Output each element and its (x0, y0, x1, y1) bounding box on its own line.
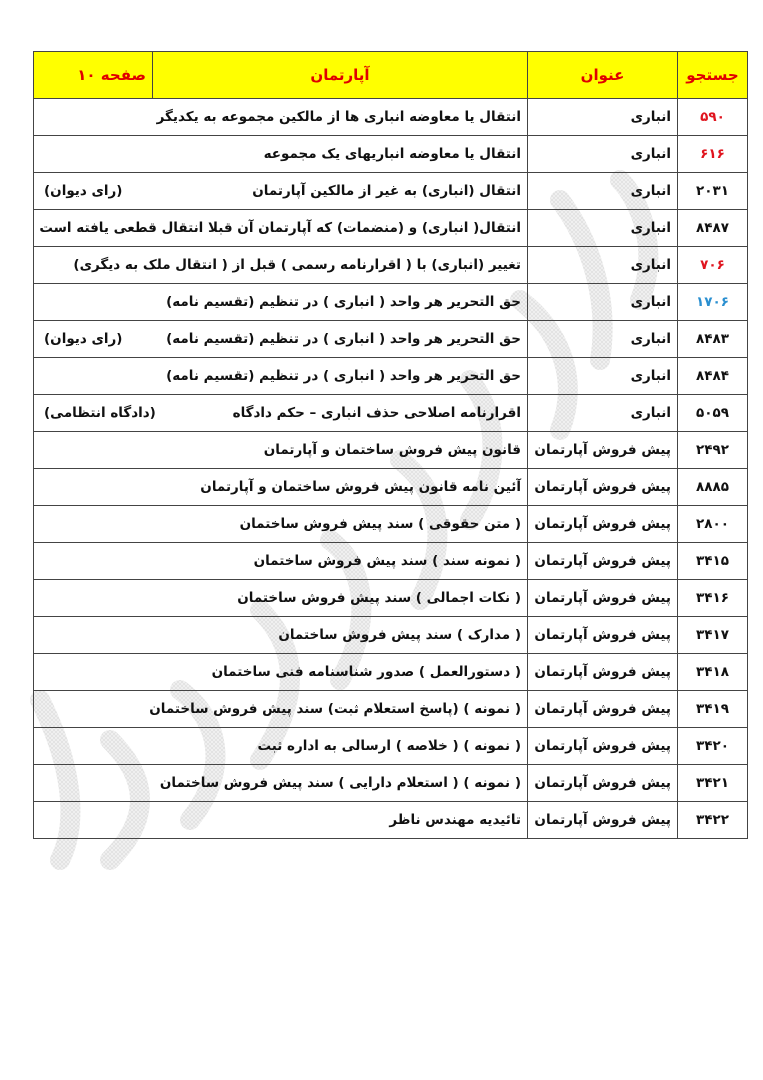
row-description-cell (34, 543, 528, 580)
row-description: حق التحریر هر واحد ( انباری ) در تنظیم (تقسیم نامه) (166, 294, 521, 310)
row-description: ( متن حقوقی ) سند پیش فروش ساختمان (239, 516, 521, 532)
row-description: حق التحریر هر واحد ( انباری ) در تنظیم (تقسیم نامه) (166, 368, 521, 384)
header-title: عنوان (528, 52, 678, 99)
row-description-wrap (40, 590, 521, 606)
row-description-wrap (40, 294, 521, 310)
table-row (34, 284, 748, 321)
table-row (34, 247, 748, 284)
row-description: انتقال (انباری) به غیر از مالکین آپارتمان (252, 183, 521, 199)
header-search: جستجو (678, 52, 748, 99)
row-description: اقرارنامه اصلاحی حذف انباری – حکم دادگاه (232, 405, 521, 421)
header-apartment: آپارتمان (153, 52, 528, 99)
row-description-wrap (40, 257, 521, 273)
row-number: ۸۴۸۴ (678, 358, 748, 395)
row-number: ۵۹۰ (678, 99, 748, 136)
row-description-cell (34, 210, 528, 247)
row-title: پیش فروش آپارتمان (528, 765, 678, 802)
row-number: ۸۸۸۵ (678, 469, 748, 506)
row-description: ( نمونه ) ( استعلام دارایی ) سند پیش فروش ساختمان (159, 775, 521, 791)
row-description-cell (34, 173, 528, 210)
table-row (34, 210, 748, 247)
row-description-wrap (40, 331, 521, 347)
row-title: پیش فروش آپارتمان (528, 506, 678, 543)
row-title: پیش فروش آپارتمان (528, 728, 678, 765)
row-number: ۵۰۵۹ (678, 395, 748, 432)
row-number: ۳۴۲۱ (678, 765, 748, 802)
table-row (34, 617, 748, 654)
row-description-wrap (40, 812, 521, 828)
row-description-wrap (40, 405, 521, 421)
row-number: ۲۴۹۲ (678, 432, 748, 469)
row-description: ( مدارک ) سند پیش فروش ساختمان (278, 627, 521, 643)
row-title: پیش فروش آپارتمان (528, 432, 678, 469)
row-note: (رای دیوان) (44, 331, 123, 347)
row-description-wrap (40, 553, 521, 569)
row-description: ( نمونه ) (پاسخ استعلام ثبت) سند پیش فروش ساختمان (149, 701, 521, 717)
row-title: انباری (528, 284, 678, 321)
row-number: ۳۴۲۲ (678, 802, 748, 839)
row-description-wrap (40, 479, 521, 495)
table-row (34, 765, 748, 802)
row-title: پیش فروش آپارتمان (528, 654, 678, 691)
row-description-cell (34, 432, 528, 469)
row-description-cell (34, 728, 528, 765)
row-description-cell (34, 284, 528, 321)
table-row (34, 173, 748, 210)
table-row (34, 358, 748, 395)
row-number: ۳۴۱۵ (678, 543, 748, 580)
row-description-cell (34, 654, 528, 691)
row-title: پیش فروش آپارتمان (528, 691, 678, 728)
row-description-wrap (40, 516, 521, 532)
row-number: ۸۴۸۳ (678, 321, 748, 358)
table-row (34, 691, 748, 728)
table-row (34, 99, 748, 136)
row-note: (دادگاه انتظامی) (44, 405, 156, 421)
row-description: قانون پیش فروش ساختمان و آپارتمان (263, 442, 521, 458)
table-row (34, 506, 748, 543)
row-description: حق التحریر هر واحد ( انباری ) در تنظیم (تقسیم نامه) (166, 331, 521, 347)
row-description-wrap (40, 627, 521, 643)
row-description-cell (34, 469, 528, 506)
row-number: ۲۸۰۰ (678, 506, 748, 543)
row-description-wrap (40, 109, 521, 125)
row-description-wrap (40, 775, 521, 791)
header-row (34, 52, 748, 99)
row-description-cell (34, 617, 528, 654)
row-description-cell (34, 580, 528, 617)
row-title: انباری (528, 358, 678, 395)
row-number: ۶۱۶ (678, 136, 748, 173)
table-row (34, 321, 748, 358)
row-title: انباری (528, 99, 678, 136)
row-description-cell (34, 765, 528, 802)
row-description: انتقال یا معاوضه انباریهای یک مجموعه (263, 146, 521, 162)
row-description-wrap (40, 220, 521, 236)
row-description-cell (34, 247, 528, 284)
row-description-cell (34, 136, 528, 173)
row-description: آئین نامه قانون پیش فروش ساختمان و آپارتمان (200, 479, 521, 495)
row-title: پیش فروش آپارتمان (528, 543, 678, 580)
row-title: پیش فروش آپارتمان (528, 802, 678, 839)
index-table (33, 51, 748, 839)
row-number: ۳۴۱۸ (678, 654, 748, 691)
table-row (34, 728, 748, 765)
table-row (34, 802, 748, 839)
row-title: پیش فروش آپارتمان (528, 469, 678, 506)
row-description: انتقال یا معاوضه انباری ها از مالکین مجموعه به یکدیگر (156, 109, 521, 125)
table-row (34, 654, 748, 691)
row-description-cell (34, 395, 528, 432)
row-description-wrap (40, 664, 521, 680)
row-title: انباری (528, 210, 678, 247)
row-title: انباری (528, 136, 678, 173)
row-title: انباری (528, 321, 678, 358)
row-description-cell (34, 691, 528, 728)
row-description: تائیدیه مهندس ناظر (389, 812, 521, 828)
row-number: ۷۰۶ (678, 247, 748, 284)
row-description-cell (34, 99, 528, 136)
table-row (34, 136, 748, 173)
table-row (34, 543, 748, 580)
row-title: پیش فروش آپارتمان (528, 617, 678, 654)
row-number: ۸۴۸۷ (678, 210, 748, 247)
row-description: ( نمونه سند ) سند پیش فروش ساختمان (253, 553, 521, 569)
row-description: ( نکات اجمالی ) سند پیش فروش ساختمان (237, 590, 521, 606)
table-row (34, 469, 748, 506)
row-description-wrap (40, 738, 521, 754)
row-note: (رای دیوان) (44, 183, 123, 199)
row-number: ۳۴۱۶ (678, 580, 748, 617)
table-row (34, 580, 748, 617)
row-description-wrap (40, 442, 521, 458)
row-description: تغییر (انباری) با ( اقرارنامه رسمی ) قبل از ( انتقال ملک به دیگری) (73, 257, 521, 273)
row-description-cell (34, 321, 528, 358)
row-description-wrap (40, 368, 521, 384)
row-description-wrap (40, 701, 521, 717)
row-title: پیش فروش آپارتمان (528, 580, 678, 617)
header-page: صفحه ۱۰ (34, 52, 153, 99)
row-description-cell (34, 506, 528, 543)
row-description: ( نمونه ) ( خلاصه ) ارسالی به اداره ثبت (257, 738, 521, 754)
row-description-wrap (40, 146, 521, 162)
row-description-cell (34, 802, 528, 839)
row-number: ۳۴۲۰ (678, 728, 748, 765)
row-title: انباری (528, 395, 678, 432)
row-description-wrap (40, 183, 521, 199)
row-title: انباری (528, 247, 678, 284)
table-row (34, 432, 748, 469)
row-number: ۳۴۱۷ (678, 617, 748, 654)
row-number: ۳۴۱۹ (678, 691, 748, 728)
row-description-cell (34, 358, 528, 395)
row-description: انتقال( انباری) و (منضمات) که آپارتمان آن قبلا انتقال قطعی یافته است (39, 220, 521, 236)
row-number: ۲۰۳۱ (678, 173, 748, 210)
row-description: ( دستورالعمل ) صدور شناسنامه فنی ساختمان (211, 664, 521, 680)
row-title: انباری (528, 173, 678, 210)
row-number: ۱۷۰۶ (678, 284, 748, 321)
table-row (34, 395, 748, 432)
